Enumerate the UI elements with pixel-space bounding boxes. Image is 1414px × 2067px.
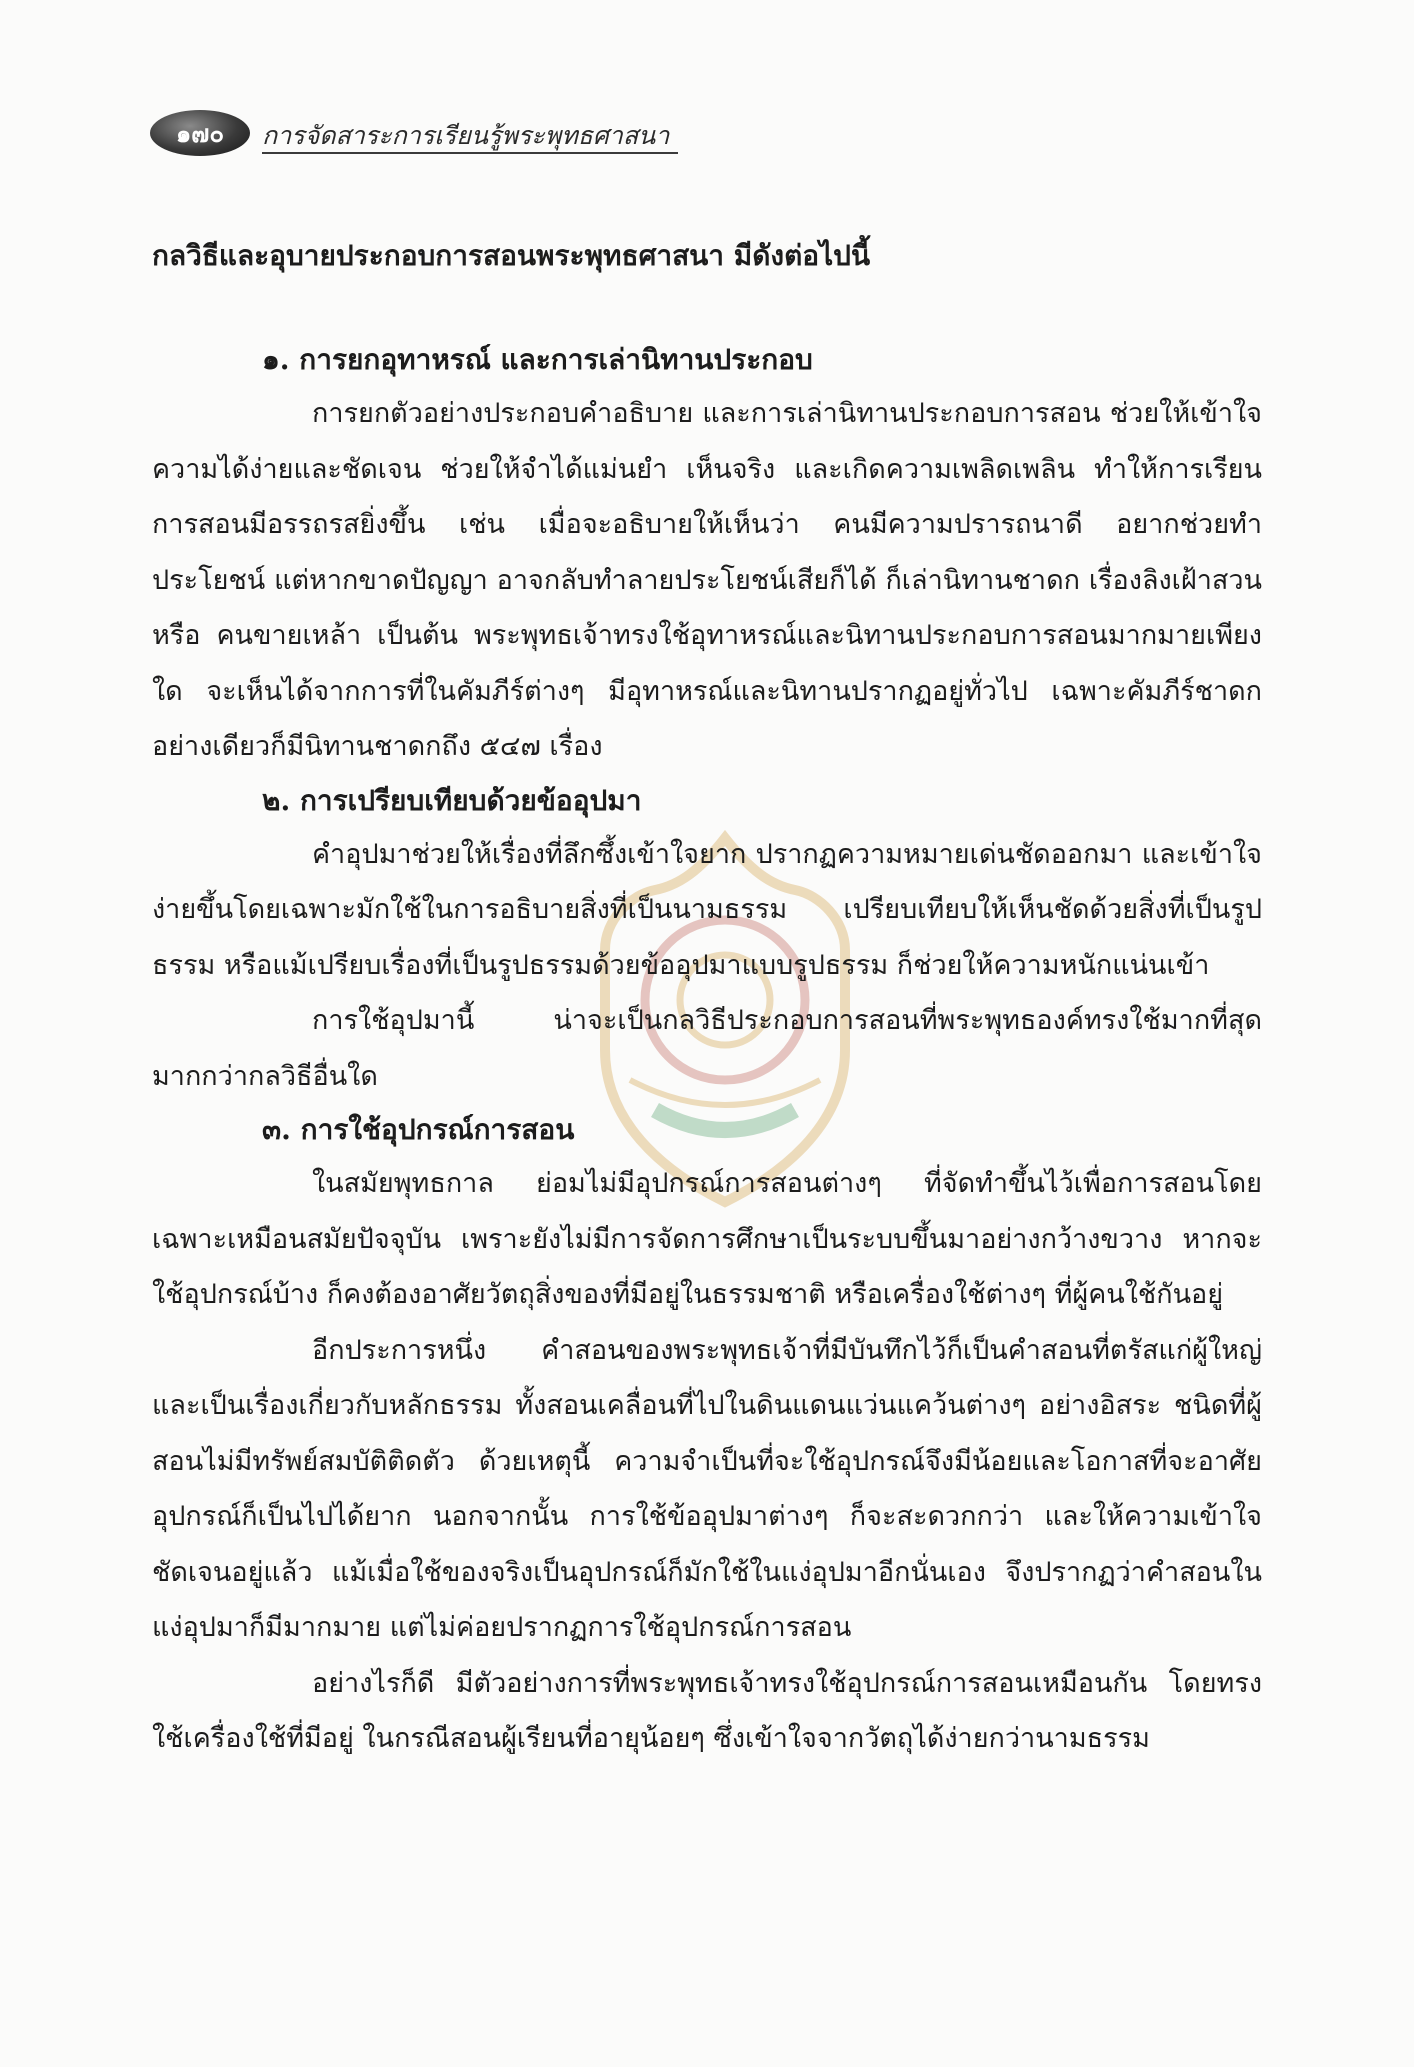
paragraph: คำอุปมาช่วยให้เรื่องที่ลึกซึ้งเข้าใจยาก ปรากฏความหมายเด่นชัดออกมา และเข้าใจง่ายขึ้นโดยเฉพาะมักใช้ในการอธิบายสิ่งที่เป็นนามธรรม เปรียบเทียบให้เห็นชัดด้วยสิ่งที่เป็นรูปธรรม หรือแม้เปรียบเรื่องที่เป็นรูปธรรมด้วยข้ออุปมาแบบรูปธรรม ก็ช่วยให้ความหนักแน่นเข้า (152, 838, 1262, 981)
section-heading: ๒. การเปรียบเทียบด้วยข้ออุปมา (262, 783, 642, 817)
intro-heading: กลวิธีและอุบายประกอบการสอนพระพุทธศาสนา มีดังต่อไปนี้ (152, 239, 871, 272)
header-underline (262, 152, 678, 154)
page-body (152, 230, 1262, 1767)
paragraph: อีกประการหนึ่ง คำสอนของพระพุทธเจ้าที่มีบันทึกไว้ก็เป็นคำสอนที่ตรัสแก่ผู้ใหญ่ และเป็นเรื่องเกี่ยวกับหลักธรรม ทั้งสอนเคลื่อนที่ไปในดินแดนแว่นแคว้นต่างๆ อย่างอิสระ ชนิดที่ผู้สอนไม่มีทรัพย์สมบัติติดตัว ด้วยเหตุนี้ ความจำเป็นที่จะใช้อุปกรณ์จึงมีน้อยและโอกาสที่จะอาศัยอุปกรณ์ก็เป็นไปได้ยาก นอกจากนั้น การใช้ข้ออุปมาต่างๆ ก็จะสะดวกกว่า และให้ความเข้าใจชัดเจนอยู่แล้ว แม้เมื่อใช้ของจริงเป็นอุปกรณ์ก็มักใช้ในแง่อุปมาอีกนั่นเอง จึงปรากฏว่าคำสอนในแง่อุปมาก็มีมากมาย แต่ไม่ค่อยปรากฏการใช้อุปกรณ์การสอน (152, 1334, 1262, 1643)
paragraph: อย่างไรก็ดี มีตัวอย่างการที่พระพุทธเจ้าทรงใช้อุปกรณ์การสอนเหมือนกัน โดยทรงใช้เครื่องใช้ที่มีอยู่ ในกรณีสอนผู้เรียนที่อายุน้อยๆ ซึ่งเข้าใจจากวัตถุได้ง่ายกว่านามธรรม (152, 1667, 1262, 1754)
page-header (150, 108, 680, 158)
paragraph: ในสมัยพุทธกาล ย่อมไม่มีอุปกรณ์การสอนต่างๆ ที่จัดทำขึ้นไว้เพื่อการสอนโดยเฉพาะเหมือนสมัยปัจจุบัน เพราะยังไม่มีการจัดการศึกษาเป็นระบบขึ้นมาอย่างกว้างขวาง หากจะใช้อุปกรณ์บ้าง ก็คงต้องอาศัยวัตถุสิ่งของที่มีอยู่ในธรรมชาติ หรือเครื่องใช้ต่างๆ ที่ผู้คนใช้กันอยู่ (152, 1168, 1262, 1310)
section-heading: ๓. การใช้อุปกรณ์การสอน (262, 1113, 575, 1146)
running-header-title: การจัดสาระการเรียนรู้พระพุทธศาสนา (262, 121, 670, 150)
section-teaching-materials (152, 1104, 1262, 1767)
paragraph: การยกตัวอย่างประกอบคำอธิบาย และการเล่านิทานประกอบการสอน ช่วยให้เข้าใจความได้ง่ายและชัดเจน ช่วยให้จำได้แม่นยำ เห็นจริง และเกิดความเพลิดเพลิน ทำให้การเรียนการสอนมีอรรถรสยิ่งขึ้น เช่น เมื่อจะอธิบายให้เห็นว่า คนมีความปรารถนาดี อยากช่วยทำประโยชน์ แต่หากขาดปัญญา อาจกลับทำลายประโยชน์เสียก็ได้ ก็เล่านิทานชาดก เรื่องลิงเฝ้าสวน หรือ คนขายเหล้า เป็นต้น พระพุทธเจ้าทรงใช้อุทาหรณ์และนิทานประกอบการสอนมากมายเพียงใด จะเห็นได้จากการที่ในคัมภีร์ต่างๆ มีอุทาหรณ์และนิทานปรากฏอยู่ทั่วไป เฉพาะคัมภีร์ชาดกอย่างเดียวก็มีนิทานชาดกถึง ๕๔๗ เรื่อง (152, 398, 1262, 762)
section-heading: ๑. การยกอุทาหรณ์ และการเล่านิทานประกอบ (262, 343, 813, 376)
section-examples-and-tales (152, 334, 1262, 775)
page-number-badge: ๑๗๐ (150, 110, 250, 156)
section-analogies (152, 775, 1262, 1105)
paragraph: การใช้อุปมานี้ น่าจะเป็นกลวิธีประกอบการสอนที่พระพุทธองค์ทรงใช้มากที่สุด มากกว่ากลวิธีอื่นใด (152, 1005, 1262, 1092)
